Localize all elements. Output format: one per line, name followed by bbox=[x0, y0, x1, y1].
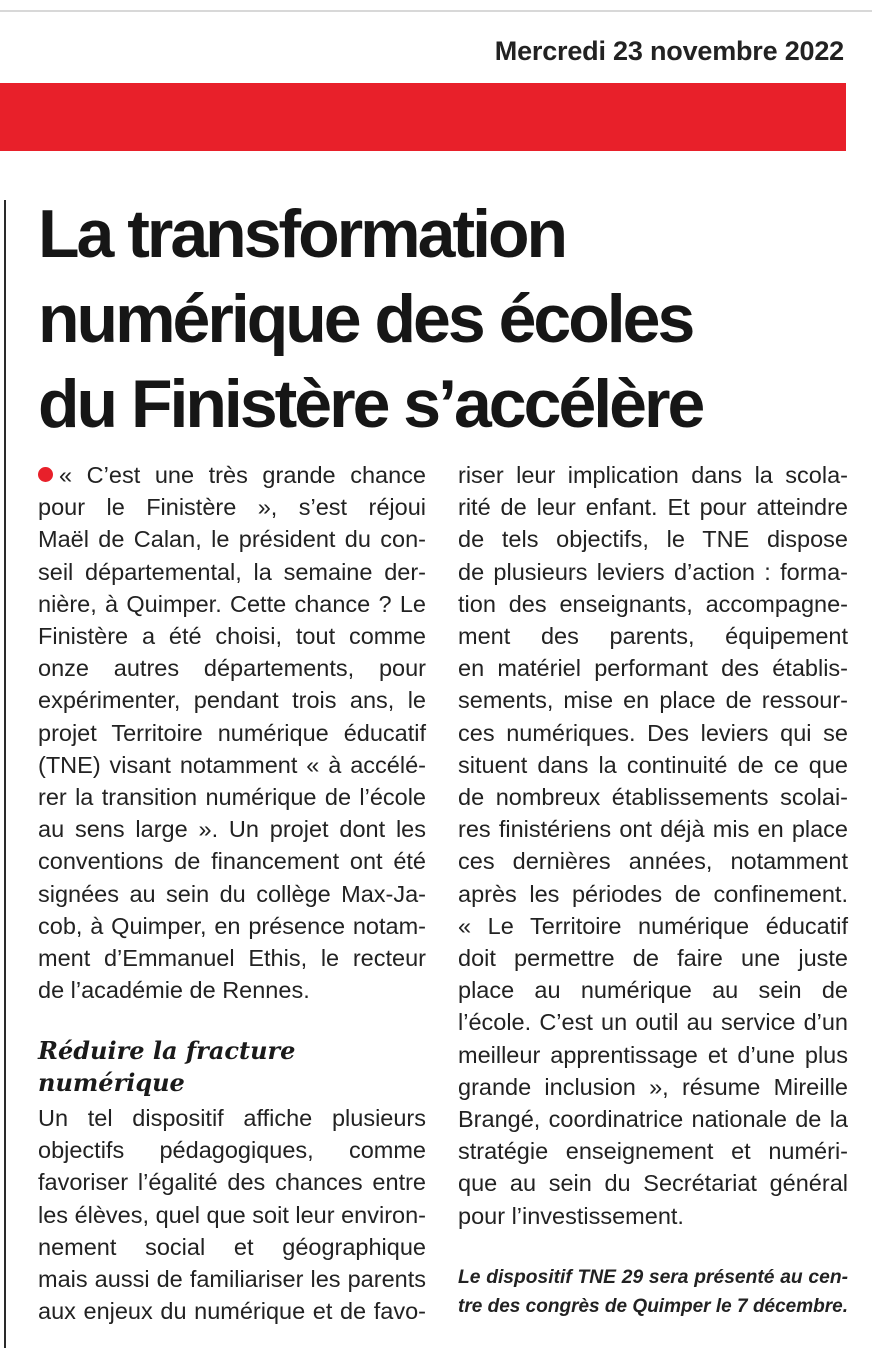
header-band bbox=[0, 83, 846, 151]
text-line: Un tel dispositif affiche plusieurs bbox=[38, 1105, 426, 1131]
text-line: de tels objectifs, le TNE dispose bbox=[458, 526, 848, 553]
text-line: signées au sein du collège Max-Ja- bbox=[38, 880, 426, 907]
text-line: objectifs pédagogiques, comme bbox=[38, 1137, 426, 1164]
text-line: de nombreux établissements scolai- bbox=[458, 784, 848, 811]
text-line: pour le Finistère », s’est réjoui bbox=[38, 494, 426, 521]
text-line: « Le Territoire numérique éducatif bbox=[458, 912, 848, 939]
text-line: conventions de financement ont été bbox=[38, 848, 426, 875]
article-column-left bbox=[38, 459, 426, 1006]
text-line: ces dernières années, notamment bbox=[458, 848, 848, 875]
text-line: place au numérique au sein de bbox=[458, 977, 848, 1004]
text-line: riser leur implication dans la scola- bbox=[458, 462, 848, 488]
text-line: cob, à Quimper, en présence notam- bbox=[38, 912, 426, 939]
left-column-rule bbox=[4, 200, 6, 1348]
publication-date: Mercredi 23 novembre 2022 bbox=[494, 36, 844, 66]
article-column-left-continued bbox=[38, 1102, 426, 1327]
text-line: aux enjeux du numérique et de favo- bbox=[38, 1298, 426, 1325]
text-line: pour l’investissement. bbox=[458, 1202, 684, 1229]
article-footnote bbox=[458, 1263, 848, 1321]
text-line: res finistériens ont déjà mis en place bbox=[458, 816, 848, 843]
text-line: doit permettre de faire une juste bbox=[458, 945, 848, 972]
headline-line: La transformation bbox=[38, 196, 566, 272]
text-line: après les périodes de confinement. bbox=[458, 880, 848, 907]
text-line: favoriser l’égalité des chances entre bbox=[38, 1169, 426, 1196]
text-line: sements, mise en place de ressour- bbox=[458, 687, 848, 714]
text-line: nière, à Quimper. Cette chance ? Le bbox=[38, 590, 426, 617]
footnote-line: tre des congrès de Quimper le 7 décembre. bbox=[458, 1296, 848, 1317]
footnote-line: Le dispositif TNE 29 sera présenté au cen- bbox=[458, 1267, 848, 1288]
text-line: ment des parents, équipement bbox=[458, 623, 848, 650]
subheading-line: numérique bbox=[38, 1068, 185, 1097]
text-line: Brangé, coordinatrice nationale de la bbox=[458, 1106, 848, 1133]
headline-line: numérique des écoles bbox=[38, 281, 693, 357]
text-line: de l’académie de Rennes. bbox=[38, 977, 310, 1004]
text-line: nement social et géographique bbox=[38, 1233, 426, 1260]
text-line: de plusieurs leviers d’action : forma- bbox=[458, 558, 848, 585]
article-column-right bbox=[458, 459, 848, 1232]
text-line: grande inclusion », résume Mireille bbox=[458, 1073, 848, 1100]
text-line: meilleur apprentissage et d’une plus bbox=[458, 1041, 848, 1068]
section-subheading bbox=[38, 1035, 426, 1099]
text-line: situent dans la continuité de ce que bbox=[458, 751, 848, 778]
text-line: Maël de Calan, le président du con- bbox=[38, 526, 426, 553]
text-line: ment d’Emmanuel Ethis, le recteur bbox=[38, 945, 426, 972]
bullet-icon bbox=[38, 467, 53, 482]
text-line: au sens large ». Un projet dont les bbox=[38, 816, 426, 843]
top-rule bbox=[0, 10, 872, 12]
text-line: stratégie enseignement et numéri- bbox=[458, 1138, 848, 1165]
text-line: expérimenter, pendant trois ans, le bbox=[38, 687, 426, 714]
text-line: onze autres départements, pour bbox=[38, 655, 426, 682]
text-line: seil départemental, la semaine der- bbox=[38, 558, 426, 585]
text-line: l’école. C’est un outil au service d’un bbox=[458, 1009, 848, 1036]
text-line: Finistère a été choisi, tout comme bbox=[38, 623, 426, 650]
text-line: ces numériques. Des leviers qui se bbox=[458, 719, 848, 746]
text-line: tion des enseignants, accompagne- bbox=[458, 590, 848, 617]
article-headline bbox=[38, 192, 838, 447]
text-line: projet Territoire numérique éducatif bbox=[38, 719, 426, 746]
text-line: rer la transition numérique de l’école bbox=[38, 784, 426, 811]
text-line: (TNE) visant notamment « à accélé- bbox=[38, 751, 426, 778]
text-line: mais aussi de familiariser les parents bbox=[38, 1266, 426, 1293]
text-line: les élèves, quel que soit leur environ- bbox=[38, 1201, 426, 1228]
subheading-line: Réduire la fracture bbox=[38, 1036, 296, 1065]
text-line: que au sein du Secrétariat général bbox=[458, 1170, 848, 1197]
text-line: « C’est une très grande chance bbox=[38, 459, 426, 491]
text-line: en matériel performant des établis- bbox=[458, 655, 848, 682]
text-line: rité de leur enfant. Et pour atteindre bbox=[458, 494, 848, 521]
headline-line: du Finistère s’accélère bbox=[38, 366, 703, 442]
